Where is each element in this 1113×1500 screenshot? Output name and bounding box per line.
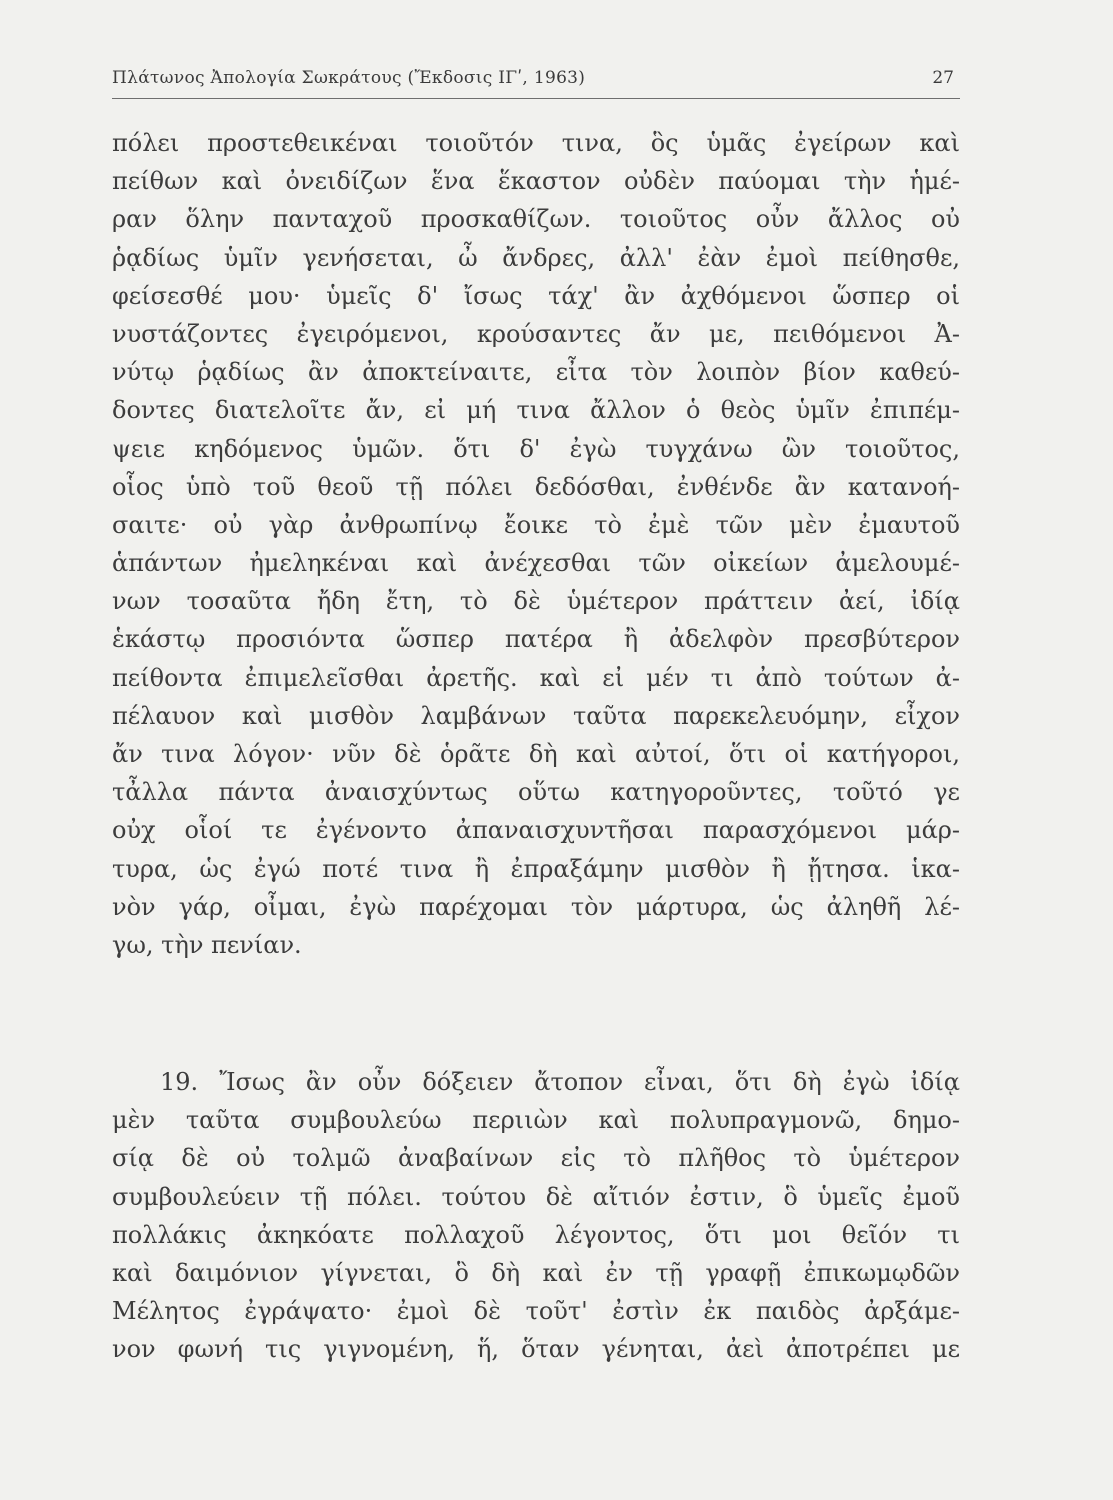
- text-line: μὲν ταῦτα συμβουλεύω περιιὼν καὶ πολυπραγμονῶ, δημο-: [112, 1106, 960, 1135]
- text-line: τυρα, ὡς ἐγώ ποτέ τινα ἢ ἐπραξάμην μισθὸν ἢ ᾔτησα. ἱκα-: [112, 854, 960, 883]
- text-line: ἑκάστῳ προσιόντα ὥσπερ πατέρα ἢ ἀδελφὸν πρεσβύτερον: [112, 625, 960, 654]
- text-line: ραν ὅλην πανταχοῦ προσκαθίζων. τοιοῦτος οὖν ἄλλος οὐ: [112, 205, 960, 234]
- text-line: πόλει προστεθεικέναι τοιοῦτόν τινα, ὃς ὑμᾶς ἐγείρων καὶ: [112, 129, 960, 157]
- text-line: ἁπάντων ἠμεληκέναι καὶ ἀνέχεσθαι τῶν οἰκείων ἀμελουμέ-: [112, 549, 960, 578]
- text-line: ψειε κηδόμενος ὑμῶν. ὅτι δ' ἐγὼ τυγχάνω ὢν τοιοῦτος,: [112, 434, 960, 463]
- text-line: πείθων καὶ ὀνειδίζων ἕνα ἕκαστον οὐδὲν παύομαι τὴν ἡμέ-: [112, 167, 960, 196]
- text-line: συμβουλεύειν τῇ πόλει. τούτου δὲ αἴτιόν ἐστιν, ὃ ὑμεῖς ἐμοῦ: [112, 1182, 960, 1211]
- section-number: 19.: [160, 1068, 199, 1096]
- text-line: νον φωνή τις γιγνομένη, ἥ, ὅταν γένηται, ἀεὶ ἀποτρέπει με: [112, 1335, 960, 1364]
- text-line: σαιτε· οὐ γὰρ ἀνθρωπίνῳ ἔοικε τὸ ἐμὲ τῶν μὲν ἐμαυτοῦ: [112, 510, 960, 539]
- text-line: δοντες διατελοῖτε ἄν, εἰ μή τινα ἄλλον ὁ θεὸς ὑμῖν ἐπιπέμ-: [112, 396, 960, 425]
- page-number: 27: [932, 68, 954, 88]
- text-line: νων τοσαῦτα ἤδη ἔτη, τὸ δὲ ὑμέτερον πράττειν ἀεί, ἰδίᾳ: [112, 587, 960, 616]
- paragraph-2: [112, 1063, 960, 1369]
- text-line: ῥᾳδίως ὑμῖν γενήσεται, ὦ ἄνδρες, ἀλλ' ἐὰν ἐμοὶ πείθησθε,: [112, 243, 960, 272]
- text-line: οὐχ οἷοί τε ἐγένοντο ἀπαναισχυντῆσαι παρασχόμενοι μάρ-: [112, 816, 960, 845]
- page-header: [112, 64, 960, 99]
- text-line: γω, τὴν πενίαν.: [112, 930, 302, 959]
- text-line: καὶ δαιμόνιον γίγνεται, ὃ δὴ καὶ ἐν τῇ γραφῇ ἐπικωμῳδῶν: [112, 1258, 960, 1287]
- text-line: οἷος ὑπὸ τοῦ θεοῦ τῇ πόλει δεδόσθαι, ἐνθένδε ἂν κατανοή-: [112, 472, 960, 501]
- text-line: σίᾳ δὲ οὐ τολμῶ ἀναβαίνων εἰς τὸ πλῆθος τὸ ὑμέτερον: [112, 1144, 960, 1173]
- text-line: ἄν τινα λόγον· νῦν δὲ ὁρᾶτε δὴ καὶ αὐτοί, ὅτι οἱ κατήγοροι,: [112, 740, 960, 768]
- paragraph-1: [112, 124, 960, 964]
- running-title: Πλάτωνος Ἀπολογία Σωκράτους (Ἔκδοσις ΙΓʹ, 1963): [112, 68, 586, 88]
- text-line: νυστάζοντες ἐγειρόμενοι, κρούσαντες ἄν με, πειθόμενοι Ἀ-: [112, 319, 960, 348]
- text-line: νὸν γάρ, οἶμαι, ἐγὼ παρέχομαι τὸν μάρτυρα, ὡς ἀληθῆ λέ-: [112, 892, 960, 921]
- text-line: πείθοντα ἐπιμελεῖσθαι ἀρετῆς. καὶ εἰ μέν τι ἀπὸ τούτων ἀ-: [112, 663, 960, 692]
- text-line: φείσεσθέ μου· ὑμεῖς δ' ἴσως τάχ' ἂν ἀχθόμενοι ὥσπερ οἱ: [112, 281, 960, 310]
- text-line: πολλάκις ἀκηκόατε πολλαχοῦ λέγοντος, ὅτι μοι θεῖόν τι: [112, 1220, 960, 1249]
- text-line: [112, 1063, 960, 1101]
- text-line: πέλαυον καὶ μισθὸν λαμβάνων ταῦτα παρεκελευόμην, εἶχον: [112, 701, 960, 730]
- text-line: νύτῳ ῥᾳδίως ἂν ἀποκτείναιτε, εἶτα τὸν λοιπὸν βίον καθεύ-: [112, 358, 960, 387]
- text-line: τἆλλα πάντα ἀναισχύντως οὕτω κατηγοροῦντες, τοῦτό γε: [112, 778, 960, 807]
- text-line-content: Ἴσως ἂν οὖν δόξειεν ἄτοπον εἶναι, ὅτι δὴ ἐγὼ ἰδίᾳ: [219, 1068, 960, 1096]
- text-line: Μέλητος ἐγράψατο· ἐμοὶ δὲ τοῦτ' ἐστὶν ἐκ παιδὸς ἀρξάμε-: [112, 1297, 960, 1326]
